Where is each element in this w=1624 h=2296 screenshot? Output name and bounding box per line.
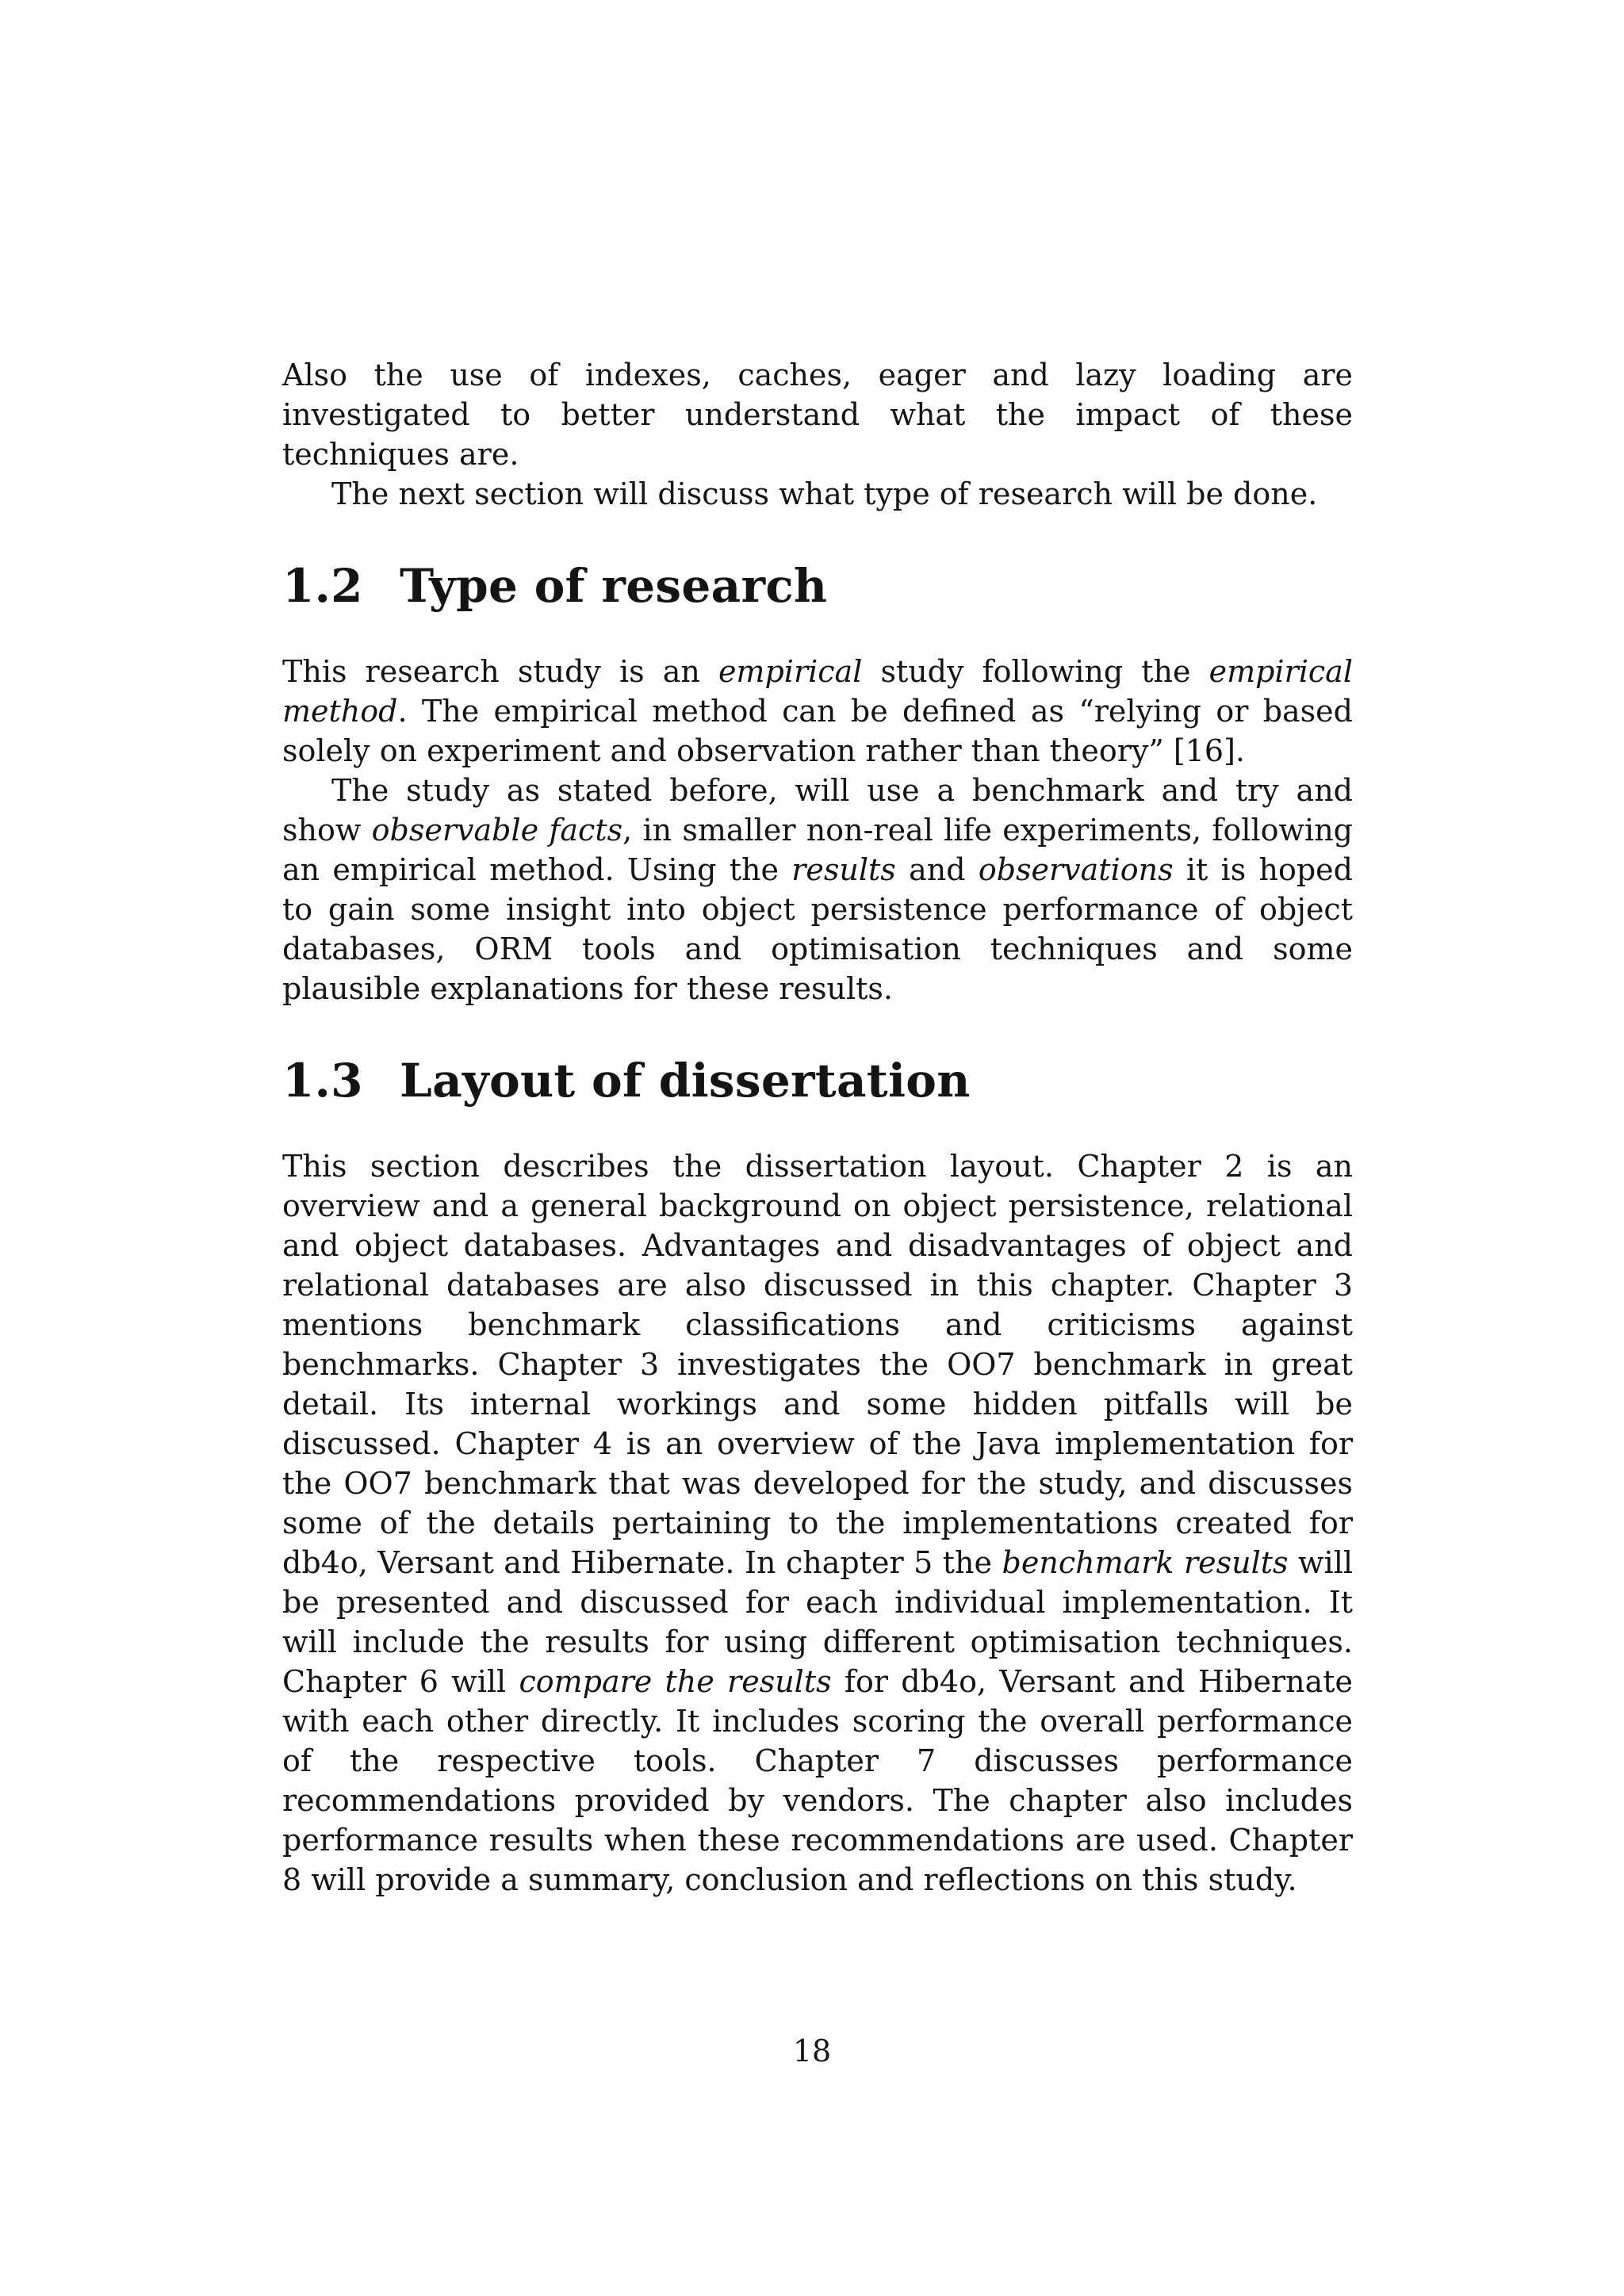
emphasis-empirical: empirical [718,654,863,689]
text-run: This section describes the dissertation layout. Chapter 2 is an overview and a general background on object persistence, relational and object databases. Advantages and disadvantages of object and relational databases are also discussed in this chapter. Chapter 3 mentions benchmark classifications and criticisms against benchmarks. Chapter 3 investigates the OO7 benchmark in great detail. Its internal workings and some hidden pitfalls will be discussed. Chapter 4 is an overview of the Java implementation for the OO7 benchmark that was developed for the study, and discusses some of the details pertaining to the implementations created for db4o, Versant and Hibernate. In chapter 5 the [282,1149,1353,1580]
text-run: will be presented and discussed for each individual implementation. It will include the results for using different optimisation techniques. Chapter 6 will [282,1545,1353,1699]
section-title: Layout of dissertation [400,1054,971,1108]
layout-paragraph [282,1146,1353,1900]
text-run: , in smaller non-real life experiments, following an empirical method. Using the [282,813,1353,887]
page-body [282,355,1353,1900]
text-run: This research study is an [282,654,718,689]
section-heading-layout-of-dissertation [282,1053,1353,1108]
text-run: and [895,852,979,887]
page-number: 18 [792,2034,832,2068]
text-run: it is hoped to gain some insight into object persistence performance of object databases, ORM tools and optimisation techniques and some plausible explanations for these results. [282,852,1353,1006]
section-number: 1.2 [282,559,363,613]
intro-paragraph-1: Also the use of indexes, caches, eager and lazy loading are investigated to better understand what the impact of these techniques are. [282,358,1353,472]
emphasis-benchmark-results: benchmark results [1002,1545,1289,1580]
text-run: . The empirical method can be defined as “relying or based solely on experiment and observation rather than theory” [16]. [282,694,1353,768]
type-of-research-paragraph-1 [282,652,1353,771]
emphasis-observations: observations [978,852,1174,887]
emphasis-empirical-method: empirical method [282,654,1353,729]
intro-paragraph-2: The next section will discuss what type of research will be done. [331,476,1318,511]
section-number: 1.3 [282,1054,363,1108]
section-title: Type of research [400,559,828,613]
text-run: The study as stated before, will use a benchmark and try and show [282,773,1353,848]
section-heading-type-of-research [282,558,1353,614]
emphasis-observable-facts: observable facts [371,813,623,848]
type-of-research-paragraph-2 [282,771,1353,1008]
emphasis-results: results [791,852,896,887]
emphasis-compare-the-results: compare the results [519,1664,832,1699]
text-run: for db4o, Versant and Hibernate with each other directly. It includes scoring the overall performance of the respective tools. Chapter 7 discusses performance recommendations provided by vendors. The chapter also includes performance results when these recommendations are used. Chapter 8 will provide a summary, conclusion and reflections on this study. [282,1664,1353,1897]
text-run: study following the [862,654,1209,689]
